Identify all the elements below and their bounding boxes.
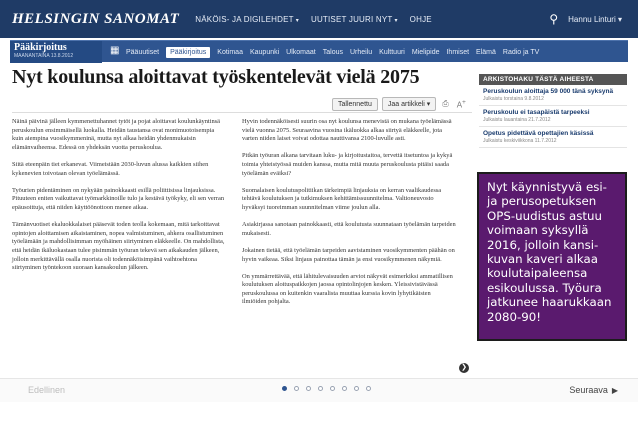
chevron-down-icon: ▾ [394,17,398,24]
font-size-icon[interactable]: A+ [456,98,466,110]
paragraph: Työurien pidentäminen on nykyään painokkaasti esillä poliittisissa linjauksissa. Pituuteen eniten vaikuttavat työmarkkinoille tulo ja kestävä työkyky, eli sen verran epäusoittuja, että niiden käyttöönottoon menee aikaa. [12,186,225,211]
related-date: Julkaistu lauantaina 21.7.2012 [483,117,551,123]
user-menu[interactable] [568,15,622,24]
topnav-uutiset[interactable] [311,15,398,24]
prev-button[interactable]: Edellinen [28,385,66,395]
topnav-ohje[interactable] [410,15,432,24]
paragraph: Suomalaisen koulutuspolitiikan tärkeimpiä linjauksia on kerran vaalikaudessa tehtävä koulutuksen ja tutkimuksen kehittämissuunnitelma. Valtioneuvosto hyväksyi tuoreimman suunnitelman viime joulun alla. [242,186,442,211]
tab-elama[interactable]: Elämä [476,48,496,56]
chevron-down-icon: ▾ [295,17,299,24]
tab-paakirjoitus[interactable]: Pääkirjoitus [166,47,210,58]
paragraph: Näinä päivinä jälleen kymmenettuhannet tytöt ja pojat aloittavat koulunkäyntinsä peruskoulun ensimmäisellä luokalla. Heidän taustansa ovat monimuotoisempia kuin aiempina vuosikymmeninä, mutta nyt alkaa heidän yhdenmukaisin elämänvaiheensa. Edessä on yhdeksän vuotta peruskoulua. [12,118,220,151]
paragraph: Jokainen tietää, että työelämän tarpeiden aavistaminen vuosikymmenten päähän on hyvin vaikeaa. Siksi linjaus painottaa tämän ja ensi vuosikymmenen näkymiä. [242,246,455,263]
share-article-button[interactable]: Jaa artikkeli ▾ [382,97,436,111]
print-icon[interactable]: ⎙ [442,99,449,108]
section-date: MAANANTAINA 13.8.2012 [14,53,74,59]
site-logo[interactable]: HELSINGIN SANOMAT [12,10,180,27]
paragraph: Hyvin todennäköisesti suurin osa nyt koulunsa menevistä on mukana työelämässä vielä vuonna 2075. Seuraavina vuosina ikäluokka alkaa siirtyä eläkkeelle, jota varten niiden laiset voivat odottaa nauttivansa 2100-luvulle asti. [242,118,452,143]
related-title[interactable]: Peruskoulun aloittaja 59 000 tänä syksynä [483,88,614,95]
page-dot[interactable] [366,386,371,391]
grid-menu-icon[interactable]: ▦ [110,45,120,56]
article-column-2 [242,118,456,316]
tab-talous[interactable]: Talous [322,48,343,56]
next-page-icon[interactable]: ❯ [459,363,469,373]
tab-paauutiset[interactable]: Pääuutiset [126,48,160,56]
topnav-digilehdet[interactable] [195,15,299,24]
topnav-label: NÄKÖIS- JA DIGILEHDET [195,14,294,24]
tab-radio-tv[interactable]: Radio ja TV [502,48,540,56]
top-bar [0,0,638,38]
tab-mielipide[interactable]: Mielipide [411,48,440,56]
tab-kaupunki[interactable]: Kaupunki [249,48,280,56]
search-icon[interactable]: ⚲ [549,12,559,26]
page-dot[interactable] [282,386,287,391]
article-column-1 [12,118,226,281]
next-button[interactable] [569,385,618,395]
related-date: Julkaistu torstaina 9.8.2012 [483,96,544,102]
page-dot[interactable] [318,386,323,391]
tab-kulttuuri[interactable]: Kulttuuri [379,48,405,56]
section-name: Pääkirjoitus [14,42,67,53]
paragraph: Pitkän työuran alkana tarvitaan luku- ja kirjoitustaitoa, tervettä itsetuntoa ja kykyä toimia yhteistyössä muiden kanssa, mutta mitä muuta peruskoulusta pitäisi saada työelämän eväiksi? [242,152,453,177]
paragraph: On ymmärrettävää, että lähitulevaisuuden arviot näkyvät esimerkiksi ammatillisen koulutuksen aloituspaikkojen jaossa opintolinjojen kesken. Yleissivistävässä peruskoulussa on kuitenkin vaaralista muuttaa kurssia kovin lyhytikäisten ilmiöiden pohjalta. [242,272,453,306]
next-label: Seuraava [569,385,608,395]
highlight-callout [477,172,627,341]
save-button[interactable]: Tallennettu [332,98,378,111]
related-heading: ARKISTOHAKU TÄSTÄ AIHEESTA [479,74,627,85]
page-dot[interactable] [306,386,311,391]
related-item[interactable] [479,106,627,127]
top-nav [195,15,432,24]
paragraph: Asiakirjassa sanotaan painokkaasti, että koulutusta suunnataan työelämän tarpeiden mukaisesti. [242,221,456,237]
page-dot[interactable] [342,386,347,391]
user-name: Hannu Linturi [568,14,616,24]
tab-kotimaa[interactable]: Kotimaa [217,48,243,56]
section-nav [126,41,539,63]
related-item[interactable] [479,127,627,148]
page-dots [282,386,371,391]
page-dot[interactable] [294,386,299,391]
section-bar [10,40,628,62]
callout-text: Nyt käynnistyvä esi- ja perusopetuksen OPS-uudistus astuu voimaan syksyllä 2016, jolloin kansi-kuvan kaveri alkaa koulutaipaleensa esikoulussa. Työura jatkunee haarukkaan 2080-90! [487,180,612,324]
related-item[interactable] [479,85,627,106]
article-headline: Nyt koulunsa aloittavat työskentelevät vielä 2075 [12,66,420,88]
topnav-label: OHJE [409,14,432,24]
paragraph: Tämänvuotiset ekaluokkalaiset pääsevät toden teolla kokemaan, mitä tarkoittavat opintojen aloittamisen aikaistaminen, nopea valmistuminen, ahkera osallistuminen työelämään ja mahdollisimman myöhäinen siirtyminen eläkkeelle. On mahdollista, että heidän ikäluokastaan tulee pisimmän työuran tekevä sen aikakauden jälkeen, jolloin merkittävällä osalla nuorista oli todennäköisimpänä vaihtoehtona siirtyminen työntekoon suoraan kansakoulun jälkeen. [12,221,225,272]
article-tools [332,97,468,111]
tab-ihmiset[interactable]: Ihmiset [446,48,470,56]
divider [12,112,472,113]
paragraph: Siitä eteenpäin tiet erkanevat. Viimeistään 2030-luvun alussa kaikkien siihen kykenevien toivotaan olevan työelämässä. [12,160,209,177]
slideshow-footer [0,378,638,402]
related-date: Julkaistu keskiviikkona 11.7.2012 [483,138,557,144]
related-articles [479,74,627,148]
tab-ulkomaat[interactable]: Ulkomaat [286,48,316,56]
related-title[interactable]: Peruskoulu ei tasapäistä tarpeeksi [483,109,590,116]
topnav-label: UUTISET JUURI NYT [310,14,393,24]
related-title[interactable]: Opetus pidettävä opettajien käsissä [483,130,594,137]
tab-urheilu[interactable]: Urheilu [349,48,373,56]
chevron-down-icon: ▾ [617,14,622,24]
top-right [549,0,622,38]
share-label: Jaa artikkeli [387,101,425,108]
play-right-icon: ▶ [611,385,618,395]
page-dot[interactable] [354,386,359,391]
page-dot[interactable] [330,386,335,391]
section-title-block[interactable] [10,41,102,63]
